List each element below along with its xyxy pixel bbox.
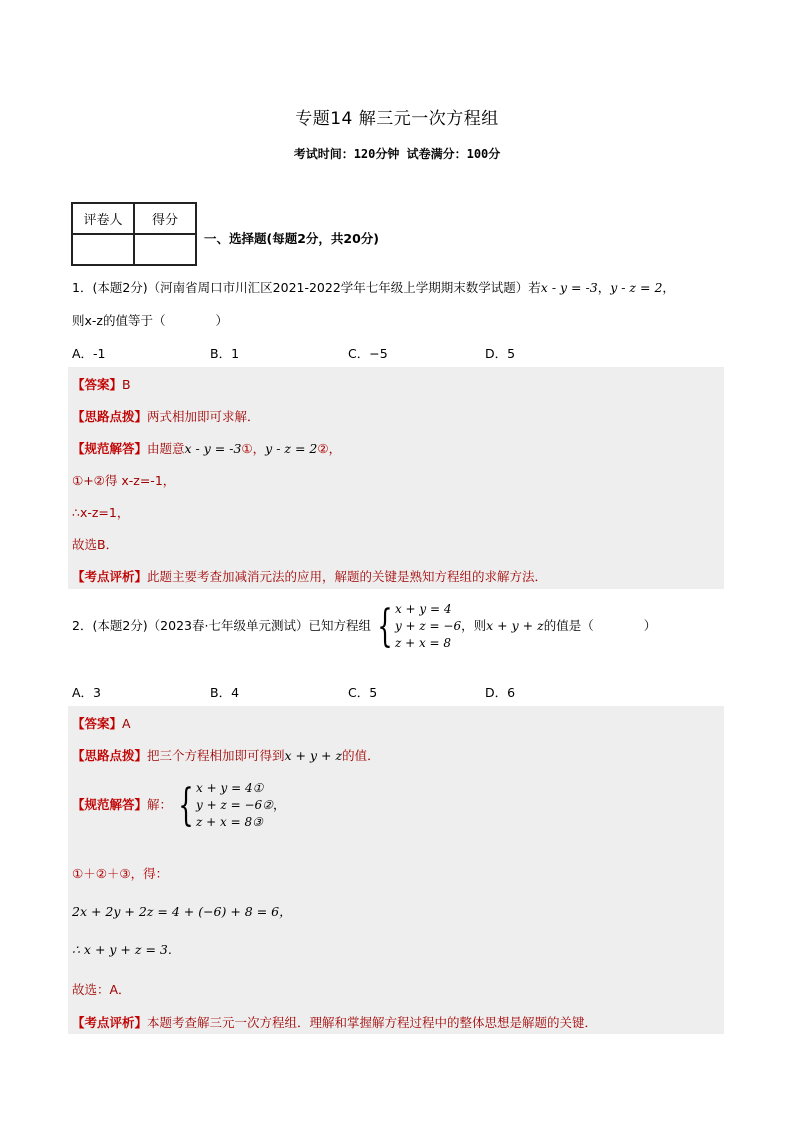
answer-value: A bbox=[122, 716, 131, 731]
q2-suffix: 的值是（ ） bbox=[543, 618, 657, 633]
q2-step3: ∴ x + y + z = 3. bbox=[72, 942, 172, 957]
q1-cond1: x - y = -3 bbox=[540, 280, 598, 295]
solve-end: ， bbox=[272, 797, 286, 812]
q1-option-d: D．5 bbox=[485, 346, 516, 361]
q2-solve bbox=[72, 780, 285, 831]
q2-step1: ①＋②＋③，得： bbox=[72, 866, 169, 881]
grader-cell bbox=[72, 234, 134, 265]
solve-tag: 【规范解答】 bbox=[72, 797, 148, 812]
hint-tag: 【思路点拨】 bbox=[72, 409, 148, 424]
q1-option-b: B．1 bbox=[210, 346, 240, 361]
q2-hint bbox=[72, 746, 380, 764]
hint-text: 两式相加即可求解． bbox=[147, 409, 260, 424]
grader-header: 评卷人 bbox=[72, 203, 134, 234]
review-text: 本题考查解三元一次方程组．理解和掌握解方程过程中的整体思想是解题的关键． bbox=[147, 1015, 598, 1030]
q2-step2: 2x + 2y + 2z = 4 + (−6) + 8 = 6， bbox=[72, 904, 292, 919]
q2-prefix: 2．(本题2分)（2023春·七年级单元测试）已知方程组 bbox=[72, 618, 371, 633]
hint-tag: 【思路点拨】 bbox=[72, 748, 148, 763]
q1-step3: 故选B． bbox=[72, 537, 119, 552]
page-title: 专题14 解三元一次方程组 bbox=[295, 109, 499, 129]
q1-step2: ∴x-z=1， bbox=[72, 505, 130, 520]
q1-eq1: x - y = -3 bbox=[184, 441, 242, 456]
q2-expr: x + y + z bbox=[486, 618, 544, 633]
q2-sys2-eq3: z + x = 8③ bbox=[196, 815, 263, 829]
score-header: 得分 bbox=[134, 203, 196, 234]
exam-info: 考试时间：120分钟 试卷满分：100分 bbox=[293, 147, 501, 161]
q1-sep2: ， bbox=[252, 441, 266, 456]
solve-text: 由题意 bbox=[147, 441, 185, 456]
q2-sys-eq3: z + x = 8 bbox=[394, 636, 452, 650]
q1-option-a: A．-1 bbox=[72, 346, 106, 361]
review-tag: 【考点评析】 bbox=[72, 1015, 148, 1030]
q1-answer bbox=[72, 375, 131, 393]
q2-system bbox=[371, 601, 461, 652]
q1-option-c: C．−5 bbox=[348, 346, 388, 361]
q1-review bbox=[72, 567, 547, 585]
q2-review bbox=[72, 1013, 597, 1031]
q2-sys-eq1: x + y = 4 bbox=[394, 602, 452, 616]
solve-tag: 【规范解答】 bbox=[72, 441, 148, 456]
review-text: 此题主要考查加减消元法的应用，解题的关键是熟知方程组的求解方法． bbox=[147, 569, 548, 584]
q1-hint bbox=[72, 407, 260, 425]
answer-tag: 【答案】 bbox=[72, 716, 123, 731]
q1-end: ， bbox=[662, 280, 675, 295]
q2-option-d: D．6 bbox=[485, 685, 516, 700]
q1-stem bbox=[72, 278, 675, 296]
q2-sys2-eq2: y + z = −6② bbox=[196, 798, 273, 812]
q1-cond2: y - z = 2 bbox=[610, 280, 663, 295]
q1-eq2: y - z = 2 bbox=[265, 441, 318, 456]
q1-prefix: 1．(本题2分)（河南省周口市川汇区2021-2022学年七年级上学期期末数学试题）若 bbox=[72, 280, 541, 295]
q2-sys2-eq1: x + y = 4① bbox=[196, 781, 264, 795]
hint-post: 的值． bbox=[342, 748, 380, 763]
hint-expr: x + y + z bbox=[284, 748, 343, 763]
answer-value: B bbox=[122, 377, 131, 392]
q1-end2: ， bbox=[328, 441, 342, 456]
left-brace-icon: { bbox=[377, 600, 393, 652]
score-table bbox=[71, 202, 197, 266]
q1-stem-line2: 则x-z的值等于（ ） bbox=[72, 313, 228, 328]
q1-step1: ①+②得 x-z=-1， bbox=[72, 473, 176, 488]
q2-answer bbox=[72, 714, 131, 732]
hint-pre: 把三个方程相加即可得到 bbox=[147, 748, 285, 763]
q1-sep: ， bbox=[597, 280, 611, 295]
q2-step4: 故选：A． bbox=[72, 982, 131, 997]
q2-option-a: A．3 bbox=[72, 685, 102, 700]
q2-mid: ，则 bbox=[461, 618, 487, 633]
section-heading: 一、选择题(每题2分，共20分) bbox=[204, 231, 380, 246]
q2-solve-system bbox=[172, 780, 273, 831]
review-tag: 【考点评析】 bbox=[72, 569, 148, 584]
q2-sys-eq2: y + z = −6 bbox=[394, 619, 462, 633]
solve-text: 解： bbox=[147, 797, 173, 812]
left-brace-icon: { bbox=[178, 779, 194, 831]
q2-stem bbox=[72, 601, 656, 652]
q1-solve bbox=[72, 439, 341, 457]
q2-option-c: C．5 bbox=[348, 685, 378, 700]
q1-mark2: ② bbox=[317, 441, 329, 456]
answer-tag: 【答案】 bbox=[72, 377, 123, 392]
score-cell bbox=[134, 234, 196, 265]
q2-option-b: B．4 bbox=[210, 685, 240, 700]
q1-mark1: ① bbox=[241, 441, 253, 456]
